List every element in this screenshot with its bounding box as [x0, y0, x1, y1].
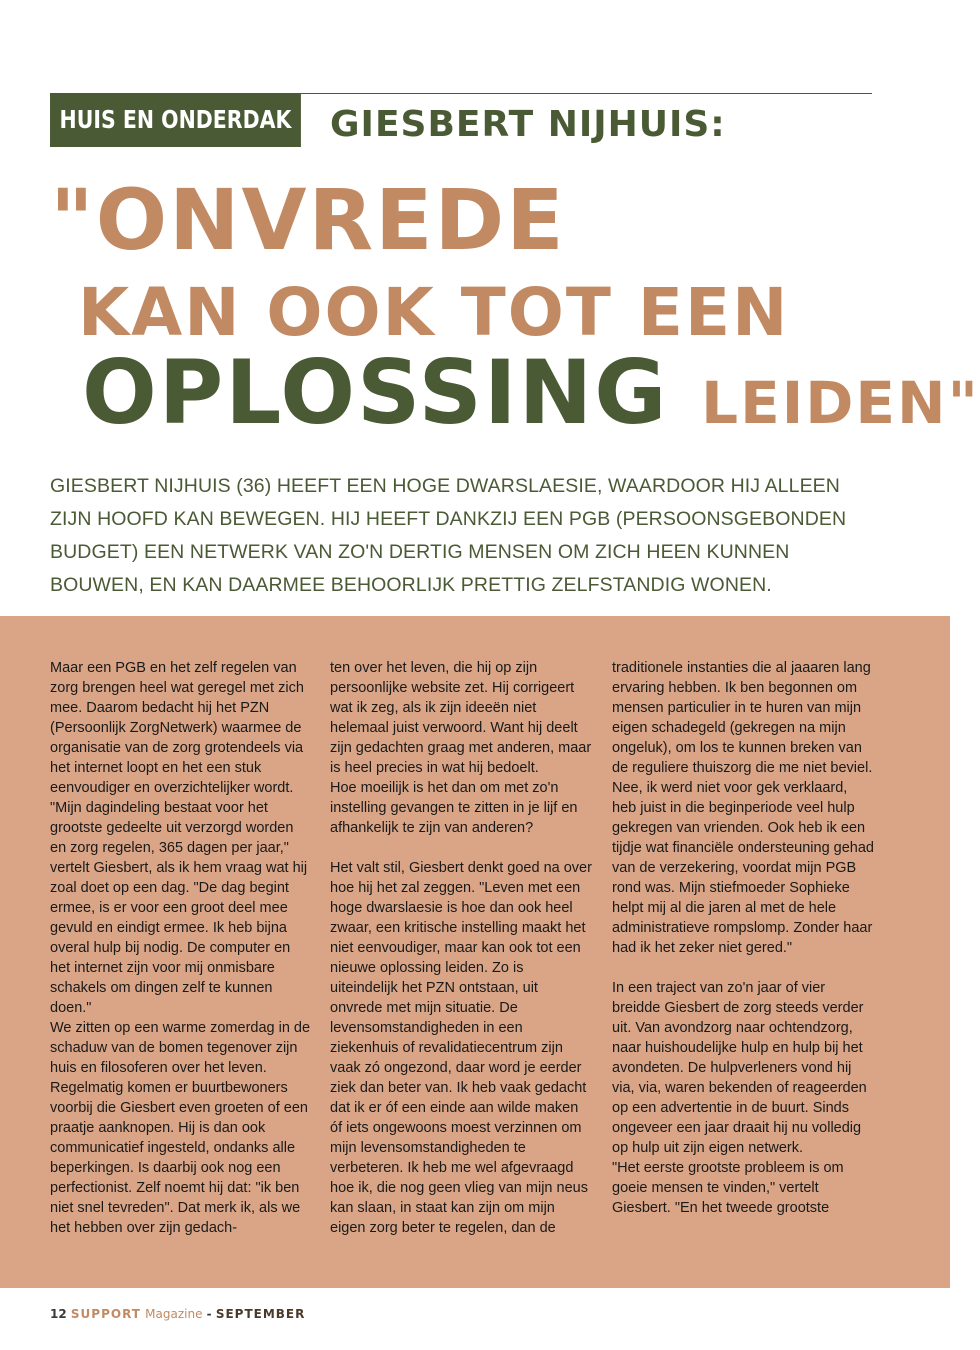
paragraph: ten over het leven, die hij op zijn persoonlijke website zet. Hij corrigeert wat ik zeg, als ik zijn ideeën niet helemaal juist verwoord. Want hij deelt zijn gedachten graag met anderen, maar is heel precies in wat hij bedoelt.	[330, 660, 592, 776]
page-footer	[50, 1305, 305, 1323]
text-column-3	[612, 658, 874, 1218]
article-byline: GIESBERT NIJHUIS:	[330, 104, 726, 145]
headline-line-1: "ONVREDE	[50, 171, 566, 269]
paragraph: Hoe moeilijk is het dan om met zo'n instelling gevangen te zitten in je lijf en afhankelijk te zijn van anderen?	[330, 780, 578, 836]
paragraph: "Mijn dagindeling bestaat voor het grootste gedeelte uit verzorgd worden en zorg regelen, 365 dagen per jaar," vertelt Giesbert, als ik hem vraag wat hij zoal doet op een dag. "De dag begint ermee, is er voor een groot deel mee gevuld en eindigt ermee. Ik heb bijna overal hulp bij nodig. De computer en het internet zijn voor mij onmisbare schakels om dingen zelf te kunnen doen."	[50, 800, 308, 1016]
paragraph: Het valt stil, Giesbert denkt goed na over hoe hij het zal zeggen. "Leven met een hoge dwarslaesie is hoe dan ook heel zwaar, een kritische instelling maakt het niet eenvoudiger, maar kan ook tot een nieuwe oplossing leiden. Zo is uiteindelijk het PZN ontstaan, uit onvrede met mijn situatie. De levensomstandigheden in een ziekenhuis of revalidatiecentrum zijn vaak zó ongezond, daar word je eerder ziek dan beter van. Ik heb vaak gedacht dat ik er óf een einde aan wilde maken óf iets ongewoons moest verzinnen om mijn levensomstandigheden te verbeteren. Ik heb me wel afgevraagd hoe ik, die nog geen vlieg van mijn neus kan slaan, in staat kan zijn om mijn eigen zorg beter te regelen, dan de	[330, 860, 592, 1236]
header-rule	[300, 93, 872, 94]
paragraph: We zitten op een warme zomerdag in de schaduw van de bomen tegenover zijn huis en filosoferen over het leven. Regelmatig komen er buurtbewoners voorbij die Giesbert even groeten of een praatje aanknopen. Hij is dan ook communicatief ingesteld, ondanks alle beperkingen. Is daarbij ook nog een perfectionist. Zelf noemt hij dat: "ik ben niet snel tevreden". Dat merk ik, als we het hebben over zijn gedach-	[50, 1020, 311, 1236]
intro-paragraph: GIESBERT NIJHUIS (36) HEEFT EEN HOGE DWARSLAESIE, WAARDOOR HIJ ALLEEN ZIJN HOOFD KAN BEWEGEN. HIJ HEEFT DANKZIJ EEN PGB (PERSOONSGEBONDEN BUDGET) EEN NETWERK VAN ZO'N DERTIG MENSEN OM ZICH HEEN KUNNEN BOUWEN, EN KAN DAARMEE BEHOORLIJK PRETTIG ZELFSTANDIG WONEN.	[50, 475, 847, 596]
paragraph: Maar een PGB en het zelf regelen van zorg brengen heel wat geregel met zich mee. Daarom bedacht hij het PZN (Persoonlijk ZorgNetwerk) waarmee de organisatie van de zorg grotendeels via het internet loopt en het een stuk eenvoudiger en overzichtelijker wordt.	[50, 660, 304, 796]
footer-separator: -	[206, 1307, 212, 1321]
headline-line-3	[82, 341, 980, 451]
section-label: HUIS EN ONDERDAK	[50, 93, 301, 147]
issue-month: SEPTEMBER	[215, 1307, 306, 1321]
headline-tail: LEIDEN"	[701, 369, 980, 437]
magazine-brand: SUPPORT	[70, 1307, 141, 1321]
headline-emphasis: OPLOSSING	[82, 341, 669, 444]
text-column-2	[330, 658, 592, 1238]
text-column-1	[50, 658, 312, 1238]
paragraph: In een traject van zo'n jaar of vier breidde Giesbert de zorg steeds verder uit. Van avondzorg naar ochtendzorg, naar huishoudelijke hulp en hulp bij het avondeten. De hulpverleners vond hij via, via, waren bekenden of reageerden op een advertentie in de buurt. Sinds ongeveer een jaar draait hij nu volledig op hulp uit zijn eigen netwerk.	[612, 980, 867, 1156]
page-number: 12	[50, 1307, 67, 1321]
magazine-word: Magazine	[145, 1307, 203, 1321]
paragraph: "Het eerste grootste probleem is om goeie mensen te vinden," vertelt Giesbert. "En het tweede grootste	[612, 1160, 844, 1216]
paragraph: traditionele instanties die al jaaaren lang ervaring hebben. Ik ben begonnen om mensen particulier in te huren van mijn eigen schadegeld (gekregen na mijn ongeluk), om los te kunnen breken van de reguliere thuiszorg die me niet beviel. Nee, ik werd niet voor gek verklaard, heb juist in die beginperiode veel hulp gekregen van vrienden. Ook heb ik een tijdje wat financiële ondersteuning gehad van de verzekering, voordat mijn PGB rond was. Mijn stiefmoeder Sophieke helpt mij al die jaren al met de hele administratieve rompslomp. Zonder haar had ik het zeker niet gered."	[612, 660, 874, 956]
headline-line-2: KAN OOK TOT EEN	[78, 274, 790, 351]
